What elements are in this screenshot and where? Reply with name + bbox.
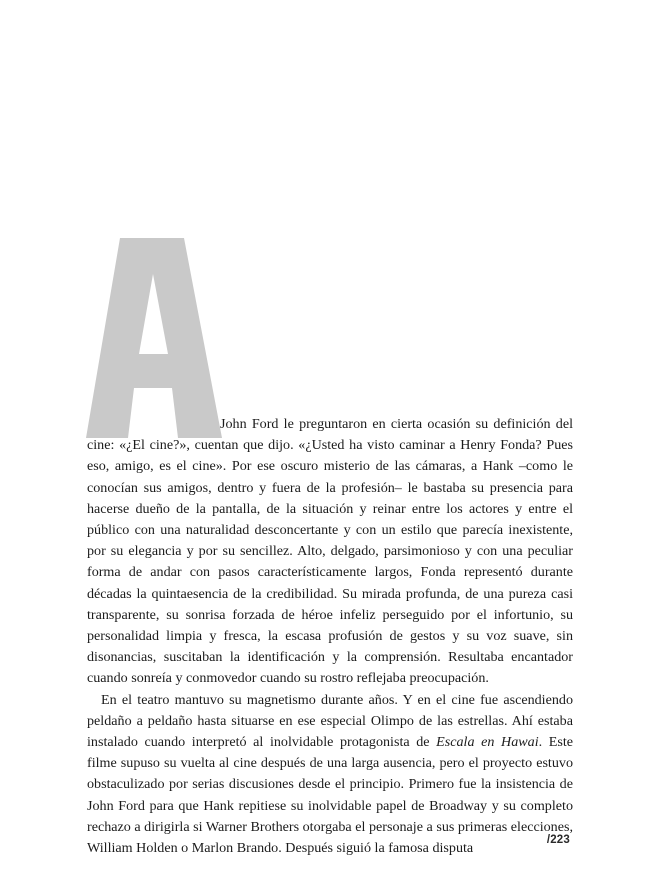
paragraph-1: John Ford le preguntaron en cierta ocasión su definición del cine: «¿El cine?», cuentan que dijo. «¿Usted ha visto caminar a Henry Fonda? Pues eso, amigo, es el cine». Por ese oscuro misterio de las cámaras, a Hank –como le conocían sus amigos, dentro y fuera de la profesión– le bastaba su presencia para hacerse dueño de la pantalla, de la situación y reinar entre los actores y entre el público con una naturalidad desconcertante y con un estilo que parecía inexistente, por su elegancia y por su sencillez. Alto, delgado, parsimonioso y con una peculiar forma de andar con pasos característicamente largos, Fonda representó durante décadas la quintaesencia de la credibilidad. Su mirada profunda, de una pureza casi transparente, su sonrisa forzada de héroe infeliz perseguido por el infortunio, su personalidad limpia y fresca, la escasa profusión de gestos y su voz suave, sin disonancias, suscitaban la identificación y la comprensión. Resultaba encantador cuando sonreía y conmovedor cuando su rostro reflejaba preocupación. <box>87 416 573 687</box>
film-title: Escala en Hawai <box>436 734 539 751</box>
paragraph-2-end: . Este filme supuso su vuelta al cine después de una larga ausencia, pero el proyecto estuvo obstaculizado por serias discusiones desde el principio. Primero fue la insistencia de John Ford para que Hank repitiese su inolvidable papel de Broadway y su completo rechazo a dirigirla si Warner Brothers otorgaba el personaje a sus primeras elecciones, William Holden o Marlon Brando. Después siguió la famosa disputa <box>87 734 574 857</box>
paragraph-2 <box>87 690 573 860</box>
page-number: /223 <box>546 834 570 846</box>
drop-cap-glyph <box>86 238 222 438</box>
drop-cap-letter-a <box>86 238 222 438</box>
body-text <box>87 414 573 859</box>
paragraph-2-start: En el teatro mantuvo su magnetismo durante años. Y en el cine fue ascendiendo peldaño a peldaño hasta situarse en ese especial Olimpo de las estrellas. Ahí estaba instalado cuando interpretó al inolvidable protagonista de <box>87 691 573 751</box>
